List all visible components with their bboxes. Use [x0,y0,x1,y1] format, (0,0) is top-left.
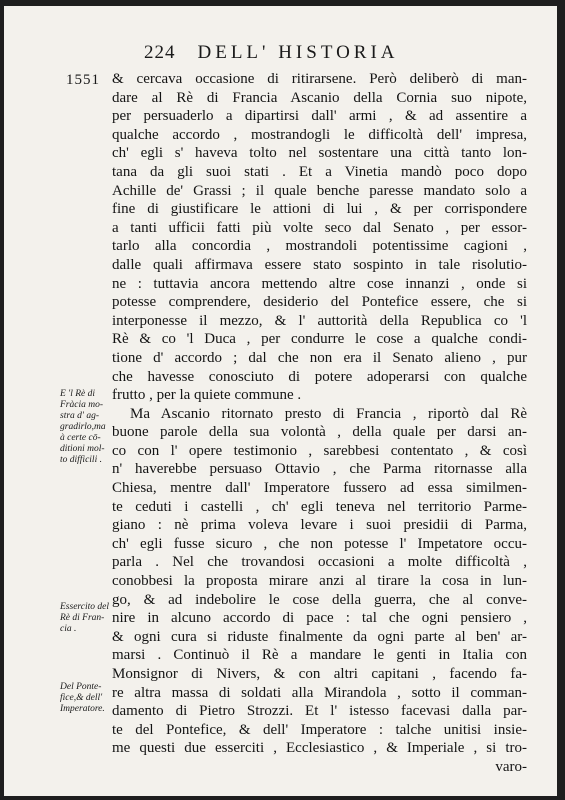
text-line: re altra massa di soldati alla Mirandola , sotto il comman- [112,684,527,701]
text-line: marsi . Continuò il Rè a mandare le genti in Italia con [112,647,527,664]
text-line: nire in alcuno accordo di pace : tal che ogni pensiero , [112,610,527,627]
book-page [4,6,557,796]
text-line: co con l' opere testimonio , sarebbesi contentato , & così [112,442,527,459]
text-line: te ceduti i castelli , ch' egli teneva nel territorio Parme- [112,498,527,515]
text-line: tarlo alla concordia , mostrandoli potentissime cagioni , [112,238,527,255]
text-line: che havesse conosciuto di potere adoperarsi con qualche [112,368,527,385]
text-line: me questi due esserciti , Ecclesiastico , & Imperiale , si tro- [112,740,527,757]
text-line: parla . Nel che trovandosi occasioni a molte difficoltà , [112,554,527,571]
text-line: tana da gli suoi stati . Et a Vinetia mandò poco dopo [112,163,527,180]
text-line: Achille de' Grassi ; il quale benche paresse mandato solo a [112,182,527,199]
text-line: go, & ad indebolire le cose della guerra, che al conve- [112,591,527,608]
text-line: te del Pontefice, & dell' Imperatore : talche unitisi insie- [112,721,527,738]
text-line: interponesse il mezzo, & l' auttorità della Republica co 'l [112,312,527,329]
text-line: Ma Ascanio ritornato presto di Francia , riportò dal Rè [130,405,527,422]
text-line: ne : tuttavia ancora mettendo altre cose innanzi , onde si [112,275,527,292]
text-line: ch' egli fusse sicuro , che non potesse l' Impetatore occu- [112,535,527,552]
text-line: a tanti ufficii fatti più volte seco dal Senato , per essor- [112,219,527,236]
text-line: damento di Pietro Strozzi. Et l' istesso facevasi dalla par- [112,703,527,720]
text-line: ch' egli s' haveva tolto nel sostentare una città tanto lon- [112,145,527,162]
text-line: Rè & co 'l Duca , per condurre le cose a qualche condi- [112,331,527,348]
text-line: dare al Rè di Francia Ascanio della Cornia suo nipote, [112,89,527,106]
text-line: conobbesi la proposta mirare anzi al tirare la cosa in lun- [112,573,527,590]
text-line: tione d' accordo ; dal che non era il Senato alieno , pur [112,349,527,366]
margin-note-3: Del Ponte- fice,& dell' Imperatore. [60,682,105,714]
margin-year: 1551 [66,72,100,88]
text-line: Chiesa, mentre dall' Imperatore fussero ad essa similmen- [112,480,527,497]
text-line: qualche accordo , mostrandogli le difficoltà dell' impresa, [112,126,527,143]
text-line: fine di giustificare le attioni di lui , & per corrispondere [112,201,527,218]
body-text [112,70,527,777]
running-title: DELL' HISTORIA [197,42,399,63]
text-line: varo- [495,758,527,775]
running-header [144,42,524,68]
text-line: & cercava occasione di ritirarsene. Però deliberò di man- [112,71,527,87]
page-number: 224 [144,42,176,63]
text-line: n' haverebbe persuaso Ottavio , che Parma ritornasse alla [112,461,527,478]
text-line: giano : nè prima voleva levare i suoi presidii di Parma, [112,517,527,534]
margin-note-2: Essercito del Rè di Fran- cia . [60,602,109,634]
text-line: potesse comprendere, desiderio del Pontefice essere, che si [112,294,527,311]
text-line: Monsignor di Nivers, & con altri capitani , facendo fa- [112,666,527,682]
text-line: buone parole della sua volontà , della quale per darsi an- [112,424,527,441]
text-line: frutto , per la quiete commune . [112,387,302,404]
text-line: per persuaderlo a dipartirsi dall' armi , & ad assentire a [112,108,527,125]
text-line: & ogni cura si riduste finalmente da ogni parte al ben' ar- [112,628,527,645]
text-line: dalle quali affirmava essere stato sospinto in tale risolutio- [112,256,527,273]
margin-note-1: E 'l Rè di Fràcia mo- stra d' ag- gradirlo,ma à certe cō- ditioni mol- to difficili . [60,389,106,465]
